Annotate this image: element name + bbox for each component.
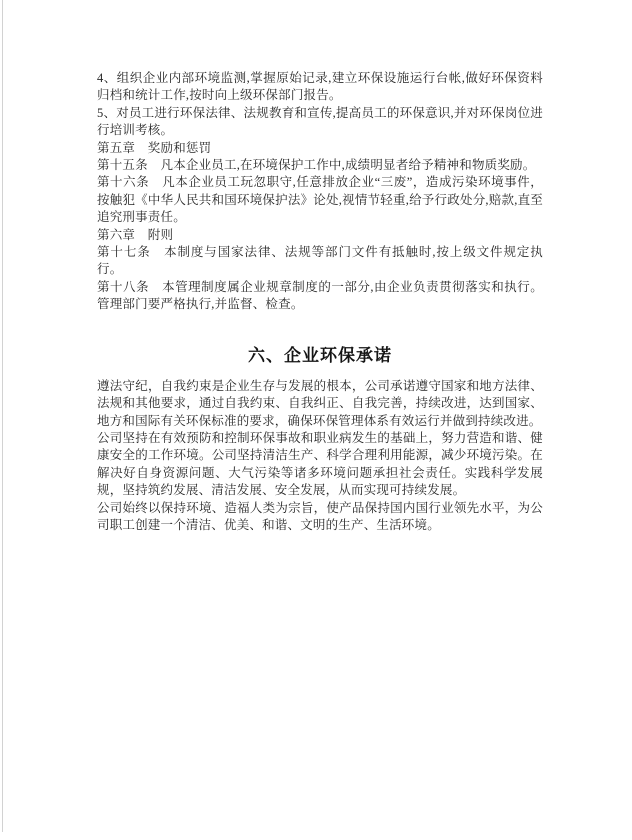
list-item-5: 5、对员工进行环保法律、法规教育和宣传,提高员工的环保意识,并对环保岗位进行培训考核。 <box>97 105 543 138</box>
section-title: 六、企业环保承诺 <box>248 345 392 365</box>
commitment-paragraph-3: 公司始终以保持环境、造福人类为宗旨，使产品保持国内国行业领先水平，为公司职工创建一个清洁、优美、和谐、文明的生产、生活环境。 <box>97 500 543 532</box>
commitment-paragraph-1: 遵法守纪，自我约束是企业生存与发展的根本，公司承诺遵守国家和地方法律、法规和其他要求，通过自我约束、自我纠正、自我完善，持续改进，达到国家、地方和国际有关环保标准的要求，确保环保管理体系有效运行并做到持续改进。 <box>97 378 543 428</box>
commitment-section <box>97 378 543 535</box>
commitment-paragraph-2: 公司坚持在有效预防和控制环保事故和职业病发生的基础上，努力营造和谐、健康安全的工作环境。公司坚持清洁生产、科学合理利用能源，减少环境污染。在解决好自身资源问题、大气污染等诸多环境问题承担社会责任。实践科学发展规，坚持筑约发展、清洁发展、安全发展，从而实现可持续发展。 <box>97 430 543 498</box>
document-content <box>97 70 543 534</box>
chapter-6-heading: 第六章 附则 <box>97 227 174 242</box>
article-16: 第十六条 凡本企业员工玩忽职守,任意排放企业“三废”，造成污染环境事件，按触犯《中华人民共和国环境保护法》论处,视情节轻重,给予行政处分,赔款,直至追究刑事责任。 <box>97 175 543 225</box>
chapter-5-heading: 第五章 奖励和惩罚 <box>97 140 212 155</box>
list-item-4: 4、组织企业内部环境监测,掌握原始记录,建立环保设施运行台帐,做好环保资料归档和统计工作,按时向上级环保部门报告。 <box>97 71 543 103</box>
article-15: 第十五条 凡本企业员工,在环境保护工作中,成绩明显者给予精神和物质奖励。 <box>97 158 536 173</box>
regulations-section <box>97 70 543 314</box>
page-edge-line <box>2 0 3 832</box>
article-17: 第十七条 本制度与国家法律、法规等部门文件有抵触时,按上级文件规定执行。 <box>97 245 543 277</box>
article-18: 第十八条 本管理制度属企业规章制度的一部分,由企业负责贯彻落实和执行。管理部门要严格执行,并监督、检查。 <box>97 279 543 312</box>
